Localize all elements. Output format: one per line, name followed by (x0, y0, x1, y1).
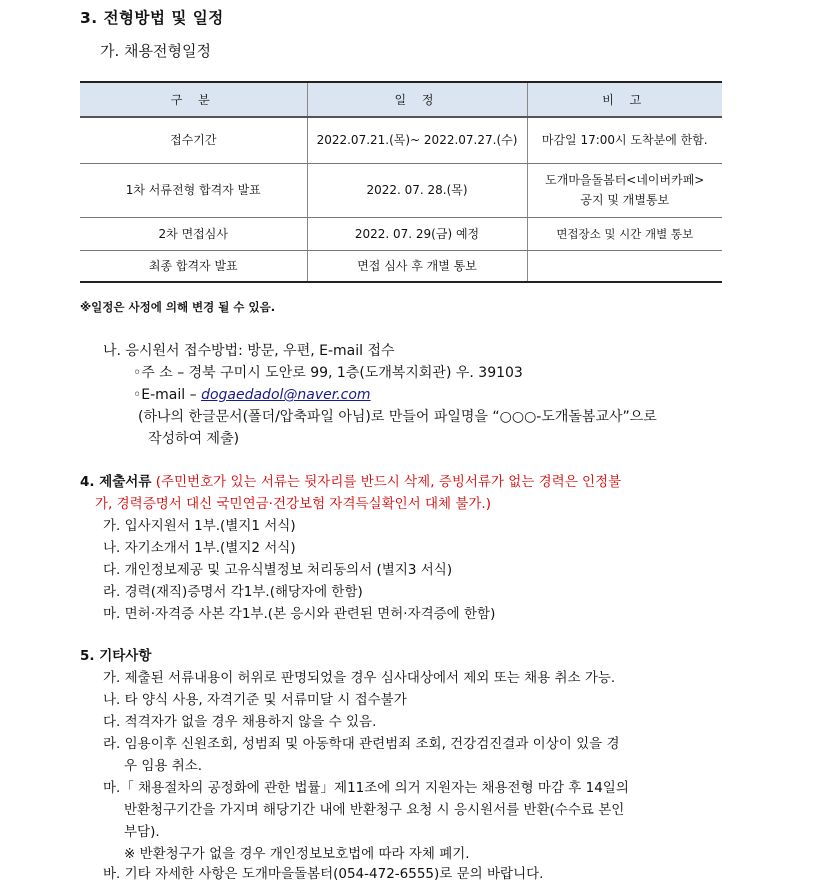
document-item-4: 라. 경력(재직)증명서 각1부.(해당자에 한함) (103, 584, 363, 600)
table-cell: 면접 심사 후 개별 통보 (307, 250, 527, 282)
table-row (80, 217, 722, 250)
section-4-warning-line1: (주민번호가 있는 서류는 뒷자리를 반드시 삭제, 증빙서류가 없는 경력은 인정불 (155, 474, 622, 490)
document-item-2: 나. 자기소개서 1부.(별지2 서식) (103, 540, 296, 556)
submission-method-title: 나. 응시원서 접수방법: 방문, 우편, E-mail 접수 (103, 343, 395, 359)
email-link[interactable]: dogaedadol@naver.com (201, 387, 371, 403)
table-row (80, 250, 722, 282)
header-schedule: 일 정 (307, 82, 527, 117)
schedule-table (80, 81, 722, 283)
other-item-ra-line2: 우 임용 취소. (124, 758, 203, 774)
document-item-1: 가. 입사지원서 1부.(별지1 서식) (103, 518, 296, 534)
section-5-title: 5. 기타사항 (80, 648, 152, 664)
other-item-ma-line3: 부담). (124, 824, 160, 840)
table-cell: 2022. 07. 29(금) 예정 (307, 217, 527, 250)
schedule-table-header (80, 82, 722, 117)
recruitment-schedule-heading: 가. 채용전형일정 (100, 42, 211, 60)
table-row (80, 163, 722, 217)
table-cell: 1차 서류전형 합격자 발표 (80, 163, 307, 217)
document-item-3: 다. 개인정보제공 및 고유식별정보 처리동의서 (별지3 서식) (103, 562, 453, 578)
table-row (80, 117, 722, 163)
other-item-ga: 가. 제출된 서류내용이 허위로 판명되었을 경우 심사대상에서 제외 또는 채용 취소 가능. (103, 670, 616, 686)
submission-address: ◦주 소 – 경북 구미시 도안로 99, 1층(도개복지회관) 우. 39103 (133, 365, 523, 381)
table-cell: 접수기간 (80, 117, 307, 163)
section-4-title: 4. 제출서류 (80, 474, 152, 490)
filename-note-line2: 작성하여 제출) (148, 431, 240, 447)
other-item-ma-note: ※ 반환청구가 없을 경우 개인정보보호법에 따라 자체 폐기. (124, 846, 470, 862)
table-cell: 면접장소 및 시간 개별 통보 (527, 217, 722, 250)
submission-email-line (133, 384, 371, 406)
other-item-ma-line2: 반환청구기간을 가지며 해당기간 내에 반환청구 요청 시 응시원서를 반환(수수료 본인 (124, 802, 625, 818)
table-cell: 최종 합격자 발표 (80, 250, 307, 282)
other-item-ba: 바. 기타 자세한 사항은 도개마을돌봄터(054-472-6555)로 문의 바랍니다. (103, 866, 544, 882)
document-item-5: 마. 면허·자격증 사본 각1부.(본 응시와 관련된 면허·자격증에 한함) (103, 606, 496, 622)
table-cell: 도개마을돌봄터<네이버카페> 공지 및 개별통보 (527, 163, 722, 217)
other-item-na: 나. 타 양식 사용, 자격기준 및 서류미달 시 접수불가 (103, 692, 407, 708)
email-prefix: ◦E-mail – (133, 387, 202, 403)
other-item-ma-line1: 마.「 채용절차의 공정화에 관한 법률」제11조에 의거 지원자는 채용전형 마감 후 14일의 (103, 780, 629, 796)
section-4-header (80, 471, 621, 493)
header-category: 구 분 (80, 82, 307, 117)
table-cell (527, 250, 722, 282)
other-item-ra-line1: 라. 임용이후 신원조회, 성범죄 및 아동학대 관련범죄 조회, 건강검진결과 이상이 있을 경 (103, 736, 620, 752)
schedule-change-note: ※일정은 사정에 의해 변경 될 수 있음. (80, 300, 276, 314)
table-cell: 2022.07.21.(목)~ 2022.07.27.(수) (307, 117, 527, 163)
other-item-da: 다. 적격자가 없을 경우 채용하지 않을 수 있음. (103, 714, 377, 730)
filename-note-line1: (하나의 한글문서(폴더/압축파일 아님)로 만들어 파일명을 “○○○-도개돌봄교사”으로 (138, 409, 657, 425)
header-remarks: 비 고 (527, 82, 722, 117)
table-cell: 2022. 07. 28.(목) (307, 163, 527, 217)
section-4-warning-line2: 가, 경력증명서 대신 국민연금·건강보험 자격득실확인서 대체 불가.) (95, 496, 491, 512)
table-cell: 2차 면접심사 (80, 217, 307, 250)
section-3-title: 3. 전형방법 및 일정 (80, 9, 224, 27)
table-cell: 마감일 17:00시 도착분에 한함. (527, 117, 722, 163)
